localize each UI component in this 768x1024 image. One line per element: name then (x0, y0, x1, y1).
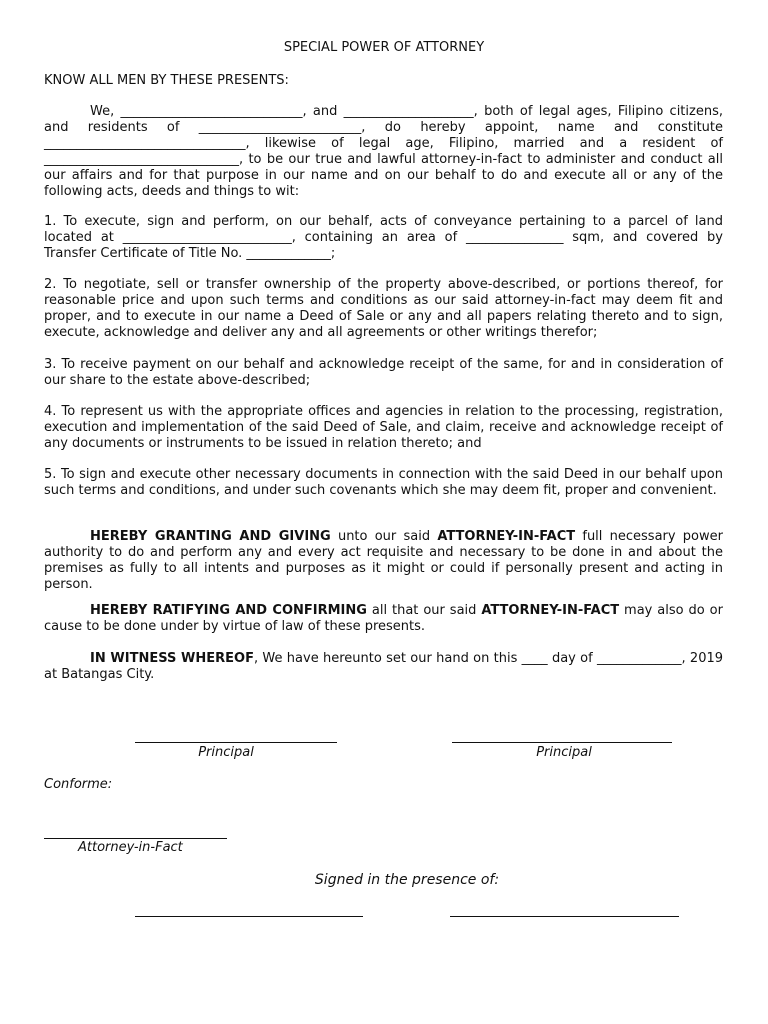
know-all-heading: KNOW ALL MEN BY THESE PRESENTS: (44, 73, 289, 88)
witness-paragraph (44, 651, 723, 683)
ratifying-aif: ATTORNEY-IN-FACT (481, 603, 620, 618)
ratifying-lead: HEREBY RATIFYING AND CONFIRMING (90, 603, 367, 618)
ratifying-rest: may also do or cause to be done under by virtue of law of these presents. (44, 603, 723, 634)
attorney-signature-line (44, 838, 227, 839)
granting-aif: ATTORNEY-IN-FACT (437, 529, 576, 544)
item-1-text: 1. To execute, sign and perform, on our behalf, acts of conveyance pertaining to a parcel of land located at __________________________, containing an area of _______________ sqm, and covered by Transfer Certificate of Title No. _____________; (44, 214, 723, 261)
witness-rest: , We have hereunto set our hand on this ____ day of _____________, 2019 at Batangas City. (44, 651, 724, 682)
ratifying-paragraph (44, 603, 723, 635)
granting-rest: full necessary power authority to do and perform any and every act requisite and necessary to be done in and about the premises as fully to all intents and purposes as it might or could if personally present and acting in person. (44, 529, 723, 592)
conforme-label: Conforme: (44, 777, 113, 792)
principal-left-signature-line (135, 742, 337, 743)
item-4-paragraph (44, 404, 723, 452)
witness-left-signature-line (135, 916, 363, 917)
item-5-paragraph (44, 467, 723, 499)
granting-paragraph (44, 529, 723, 593)
item-5-text: 5. To sign and execute other necessary documents in connection with the said Deed in our behalf upon such terms and conditions, and under such covenants which she may deem fit, proper and convenient. (44, 467, 723, 498)
principal-right-label: Principal (536, 745, 592, 760)
item-2-text: 2. To negotiate, sell or transfer ownership of the property above-described, or portions thereof, for reasonable price and upon such terms and conditions as our said attorney-in-fact may deem fit and proper, and to execute in our name a Deed of Sale or any and all papers relating thereto and to sign, execute, acknowledge and deliver any and all agreements or other writings therefor; (44, 277, 723, 340)
item-3-text: 3. To receive payment on our behalf and acknowledge receipt of the same, for and in consideration of our share to the estate above-described; (44, 357, 723, 388)
principal-right-signature-line (452, 742, 672, 743)
item-2-paragraph (44, 277, 723, 341)
witness-right-signature-line (450, 916, 679, 917)
attorney-label: Attorney-in-Fact (78, 840, 183, 855)
item-1-paragraph (44, 214, 723, 262)
witness-lead: IN WITNESS WHEREOF (90, 651, 254, 666)
principal-left-label: Principal (198, 745, 254, 760)
ratifying-mid: all that our said (366, 603, 482, 618)
presence-label: Signed in the presence of: (314, 872, 500, 888)
intro-paragraph (44, 104, 723, 200)
granting-mid: unto our said (330, 529, 438, 544)
intro-text: We, ____________________________, and ____________________, both of legal ages, Filipino citizens, and residents of _________________________, do hereby appoint, name and constitute _______________________________, likewise of legal age, Filipino, married and a resident of ______________________________, to be our true and lawful attorney-in-fact to administer and conduct all our affairs and for that purpose in our name and on our behalf to do and execute all or any of the following acts, deeds and things to wit: (44, 104, 723, 199)
item-3-paragraph (44, 357, 723, 389)
item-4-text: 4. To represent us with the appropriate offices and agencies in relation to the processing, registration, execution and implementation of the said Deed of Sale, and claim, receive and acknowledge receipt of any documents or instruments to be issued in relation thereto; and (44, 404, 723, 451)
document-title: SPECIAL POWER OF ATTORNEY (283, 40, 485, 55)
granting-lead: HEREBY GRANTING AND GIVING (90, 529, 331, 544)
